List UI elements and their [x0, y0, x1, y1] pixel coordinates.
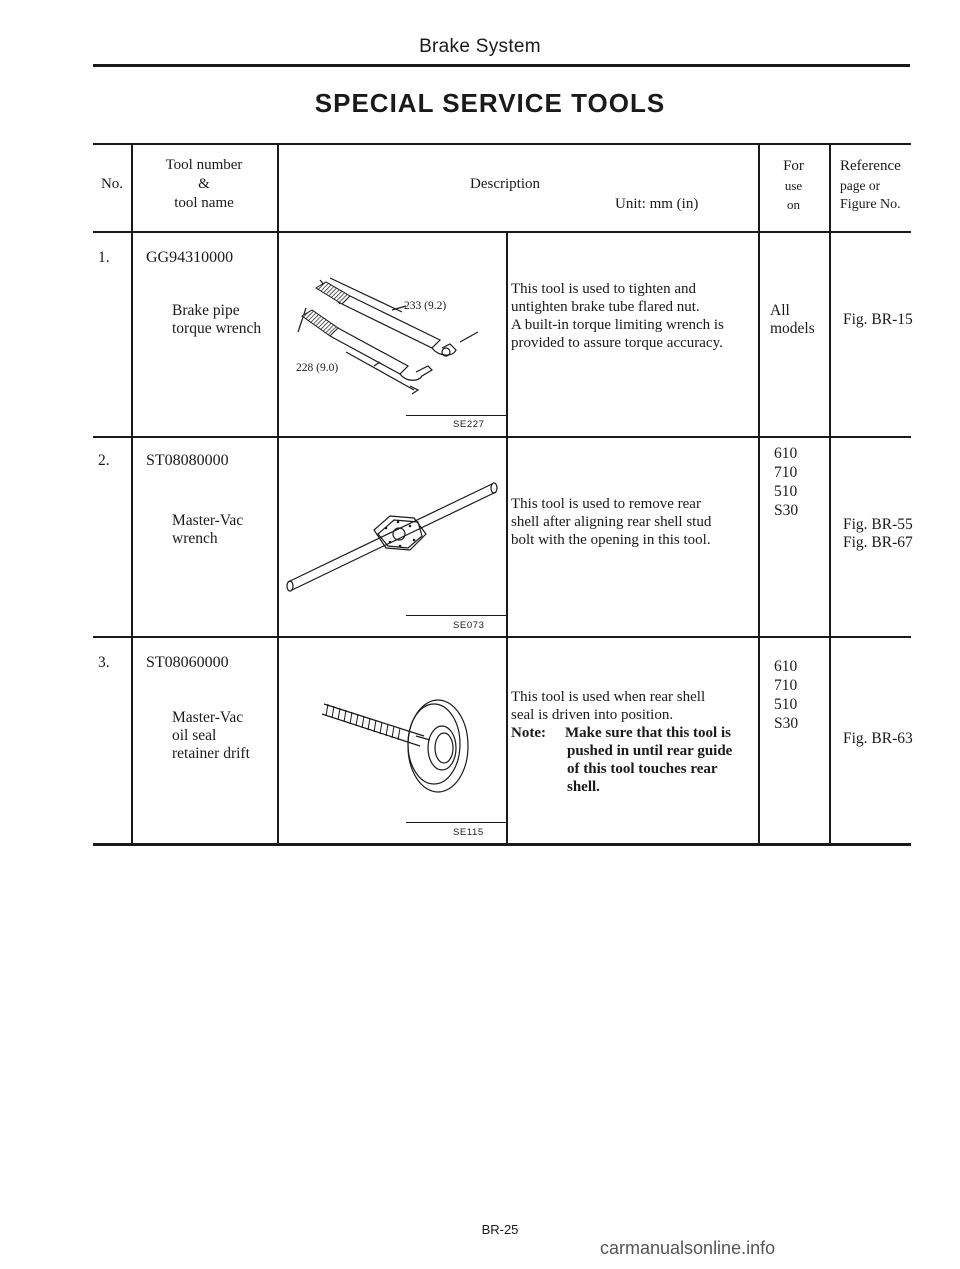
- row-2-number: 2.: [98, 452, 110, 469]
- row-1-figure-code: SE227: [453, 419, 485, 430]
- column-header-for-use-on: [758, 157, 829, 214]
- column-header-tool: [131, 156, 277, 213]
- column-header-no: No.: [100, 176, 124, 192]
- section-header: Brake System: [419, 36, 541, 57]
- row-2-description-line-3: bolt with the opening in this tool.: [511, 532, 711, 548]
- row-3-name-line-1: Master-Vac: [172, 709, 244, 726]
- row-2-model-2: 710: [774, 464, 798, 481]
- watermark: carmanualsonline.info: [600, 1238, 776, 1258]
- row-3-note-line-2: pushed in until rear guide: [567, 743, 733, 759]
- row-1-description-line-1: This tool is used to tighten and: [511, 281, 696, 297]
- col-divider-tool: [277, 143, 279, 845]
- column-header-for-line-3: on: [787, 197, 800, 212]
- row-3-model-3: 510: [774, 696, 798, 713]
- column-header-ref-line-2: page or: [840, 178, 881, 193]
- row-1-name-line-2: torque wrench: [172, 320, 262, 337]
- row-3-description-line-1: This tool is used when rear shell: [511, 689, 706, 705]
- row-2-rule: [93, 636, 911, 638]
- row-3-description-line-2: seal is driven into position.: [511, 707, 674, 723]
- row-1-model-1: All: [770, 302, 790, 319]
- row-3-model-4: S30: [774, 715, 799, 732]
- row-2-model-1: 610: [774, 445, 798, 462]
- row-1-tool-name: [172, 302, 261, 338]
- row-2-tool-number: ST08080000: [146, 452, 229, 469]
- row-3-note-first-line: Make sure that this tool is: [565, 725, 731, 741]
- col-divider-description: [758, 143, 760, 845]
- header-rule: [93, 64, 910, 67]
- row-2-description-line-2: shell after aligning rear shell stud: [511, 514, 712, 530]
- row-2-references: [843, 516, 913, 552]
- column-header-for-line-1: For: [783, 158, 804, 174]
- column-header-reference: [840, 157, 920, 214]
- row-1-name-line-1: Brake pipe: [172, 302, 240, 319]
- master-vac-wrench-illustration: [282, 478, 502, 598]
- figure-caption-rule-1: [406, 415, 506, 416]
- figure-caption-rule-3: [406, 822, 506, 823]
- row-3-models: [774, 657, 798, 733]
- row-3-figure-code: SE115: [453, 827, 484, 838]
- col-divider-no: [131, 143, 133, 845]
- row-1-models: [770, 302, 815, 338]
- row-2-reference-1: Fig. BR-55: [843, 516, 913, 533]
- table-top-rule: [93, 143, 911, 145]
- column-header-for-line-2: use: [784, 178, 803, 193]
- column-header-tool-line-1: Tool number: [165, 157, 243, 173]
- row-3-description: [511, 688, 732, 796]
- row-2-name-line-1: Master-Vac: [172, 512, 244, 529]
- row-2-models: [774, 444, 798, 520]
- row-1-number: 1.: [98, 249, 110, 266]
- row-1-reference: Fig. BR-15: [843, 311, 913, 328]
- row-3-note-line-4: shell.: [567, 779, 600, 795]
- brake-pipe-torque-wrench-illustration: [282, 270, 502, 405]
- row-3-note-label: Note:: [511, 725, 546, 741]
- row-3-name-line-2: oil seal: [172, 727, 217, 744]
- row-2-description: [511, 495, 711, 549]
- row-2-name-line-2: wrench: [172, 530, 218, 547]
- row-2-model-3: 510: [774, 483, 798, 500]
- row-3-note-line-3: of this tool touches rear: [567, 761, 718, 777]
- row-1-description-line-2: untighten brake tube flared nut.: [511, 299, 700, 315]
- row-2-model-4: S30: [774, 502, 799, 519]
- header-bottom-rule: [93, 231, 911, 233]
- column-header-tool-line-3: tool name: [174, 195, 234, 211]
- row-2-description-line-1: This tool is used to remove rear: [511, 496, 701, 512]
- row-1-description-line-3: A built-in torque limiting wrench is: [511, 317, 724, 333]
- row-1-dimension-upper: 233 (9.2): [404, 300, 447, 312]
- row-3-name-line-3: retainer drift: [172, 745, 250, 762]
- table-bottom-rule: [93, 843, 911, 846]
- col-divider-use: [829, 143, 831, 845]
- row-1-rule: [93, 436, 911, 438]
- column-header-description: Description: [470, 176, 540, 192]
- row-1-model-2: models: [770, 320, 815, 337]
- row-3-reference: Fig. BR-63: [843, 730, 913, 747]
- column-header-ref-line-3: Figure No.: [840, 197, 901, 212]
- row-2-figure-code: SE073: [453, 620, 485, 631]
- master-vac-oil-seal-retainer-drift-illustration: [320, 690, 470, 800]
- column-header-ref-line-1: Reference: [840, 158, 901, 174]
- row-3-tool-number: ST08060000: [146, 654, 229, 671]
- figure-caption-rule-2: [406, 615, 506, 616]
- row-3-tool-name: [172, 709, 250, 763]
- column-header-tool-line-2: &: [198, 176, 210, 192]
- row-3-note: [511, 724, 732, 742]
- row-2-reference-2: Fig. BR-67: [843, 534, 913, 551]
- row-1-description-line-4: provided to assure torque accuracy.: [511, 335, 723, 351]
- page-title: SPECIAL SERVICE TOOLS: [314, 88, 666, 118]
- column-header-unit: Unit: mm (in): [615, 196, 699, 212]
- row-3-model-1: 610: [774, 658, 798, 675]
- row-1-dimension-lower: 228 (9.0): [296, 362, 339, 374]
- row-2-tool-name: [172, 512, 243, 548]
- row-3-number: 3.: [98, 654, 110, 671]
- row-1-description: [511, 280, 724, 352]
- row-3-model-2: 710: [774, 677, 798, 694]
- page-number: BR-25: [481, 1222, 519, 1237]
- row-1-tool-number: GG94310000: [146, 249, 234, 266]
- col-divider-figure: [506, 231, 508, 843]
